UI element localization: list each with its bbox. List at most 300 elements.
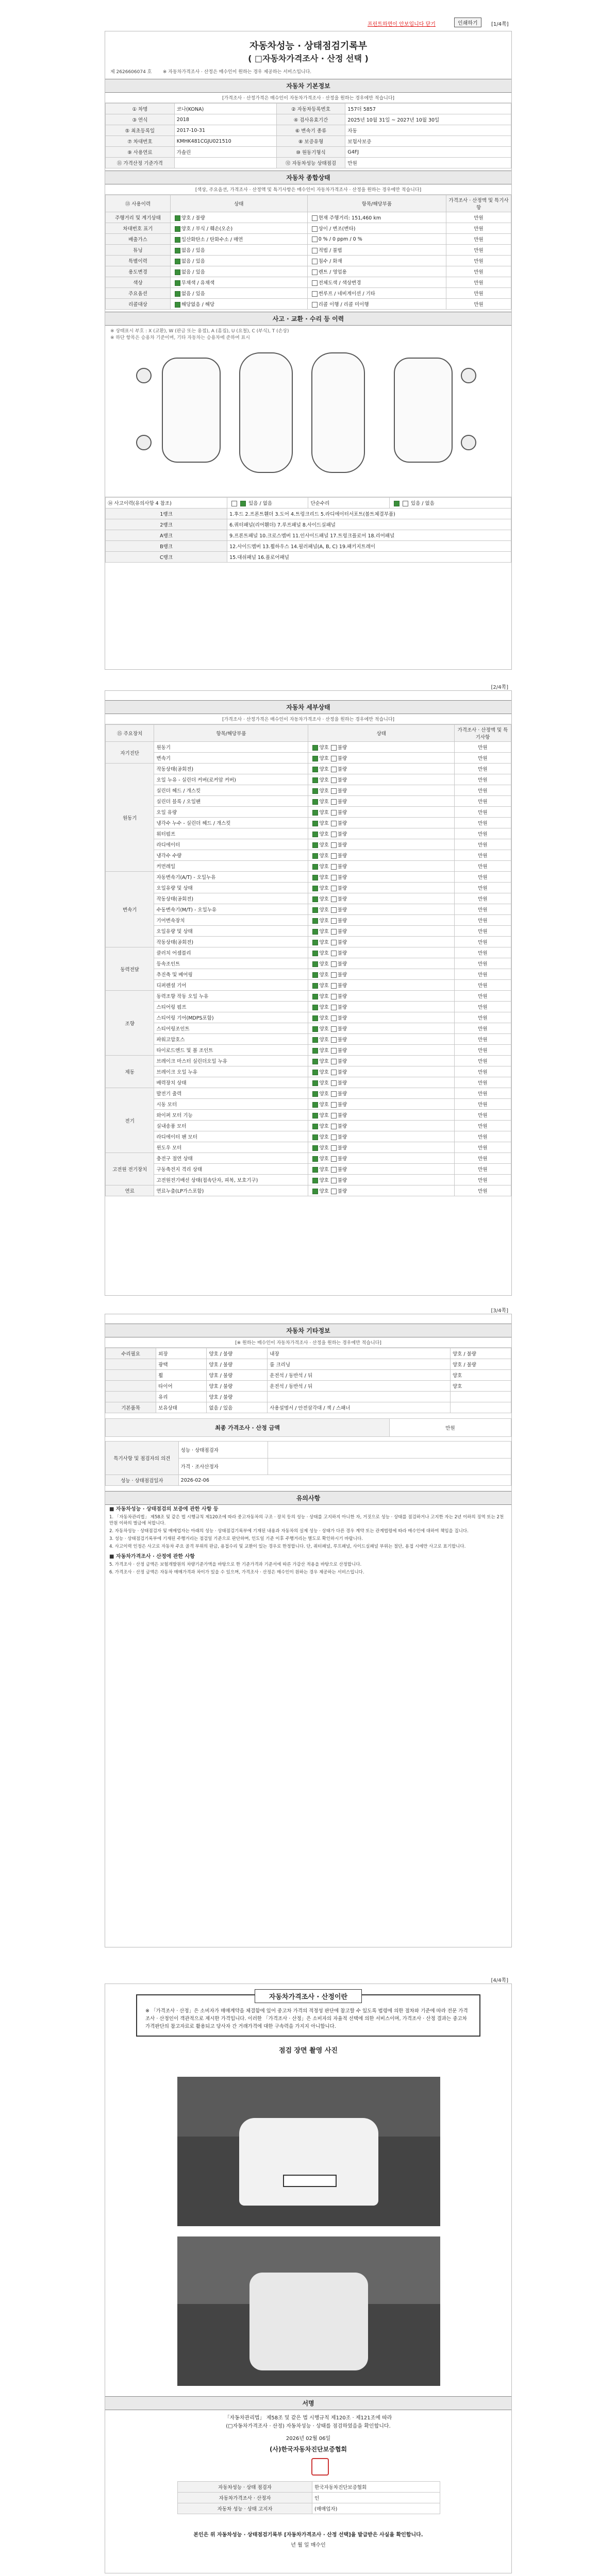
checkbox-checked[interactable] bbox=[312, 832, 318, 837]
checkbox-checked[interactable] bbox=[312, 994, 318, 999]
detail-row bbox=[106, 742, 511, 753]
device-state[interactable] bbox=[308, 926, 454, 937]
device-state[interactable] bbox=[308, 1131, 454, 1142]
other-row bbox=[106, 1348, 511, 1359]
checkbox-checked[interactable] bbox=[312, 1015, 318, 1021]
checkbox-checked[interactable] bbox=[312, 1178, 318, 1183]
device-item: 충전구 절연 상태 bbox=[154, 1153, 308, 1164]
checkbox[interactable] bbox=[331, 1124, 337, 1129]
checkbox[interactable] bbox=[331, 853, 337, 859]
checkbox[interactable] bbox=[331, 788, 337, 794]
status-price: 만원 bbox=[446, 277, 511, 288]
device-price: 만원 bbox=[454, 1066, 511, 1077]
checkbox-checked[interactable] bbox=[175, 215, 180, 221]
device-state[interactable] bbox=[308, 807, 454, 818]
device-group: 제동 bbox=[106, 1056, 154, 1088]
state-bad-label: 불량 bbox=[337, 1070, 347, 1075]
state-good-label: 양호 bbox=[319, 1070, 329, 1075]
field-label: ⑩ 원동기형식 bbox=[276, 147, 345, 158]
basic-row bbox=[106, 136, 511, 147]
rank-c-label: C랭크 bbox=[106, 552, 227, 563]
state-good-label: 양호 bbox=[319, 745, 329, 751]
device-item: 실린더 헤드 / 개스킷 bbox=[154, 785, 308, 796]
checkbox[interactable] bbox=[331, 832, 337, 837]
device-state[interactable] bbox=[308, 893, 454, 904]
device-price: 만원 bbox=[454, 1077, 511, 1088]
rank-1-label: 1랭크 bbox=[106, 509, 227, 519]
doc-note: ※ 자동차가격조사 · 산정은 매수인이 원하는 경우 제공하는 서비스입니다. bbox=[162, 70, 312, 75]
checkbox-checked[interactable] bbox=[312, 1080, 318, 1086]
checkbox-checked[interactable] bbox=[312, 1070, 318, 1075]
status-item-label: 배출가스 bbox=[106, 234, 171, 245]
detail-row bbox=[106, 893, 511, 904]
checkbox[interactable] bbox=[331, 983, 337, 989]
status-state[interactable] bbox=[170, 212, 307, 223]
device-state[interactable] bbox=[308, 1077, 454, 1088]
other-cell: 기본품목 bbox=[106, 1402, 156, 1413]
device-price: 만원 bbox=[454, 764, 511, 774]
other-cell[interactable]: 없음 / 있음 bbox=[207, 1402, 268, 1413]
device-state[interactable] bbox=[308, 1056, 454, 1066]
detail-row bbox=[106, 753, 511, 764]
notice-section-2: ■ 자동차가격조사 · 산정에 관한 사항 bbox=[109, 1554, 195, 1560]
status-item-label: 리콜대상 bbox=[106, 299, 171, 310]
checkbox-checked[interactable] bbox=[312, 1091, 318, 1097]
other-cell[interactable] bbox=[450, 1402, 511, 1413]
other-cell: 운전석 / 동반석 / 뒤 bbox=[268, 1381, 451, 1392]
device-item: 작동상태(공회전) bbox=[154, 937, 308, 947]
device-state[interactable] bbox=[308, 753, 454, 764]
device-price: 만원 bbox=[454, 1012, 511, 1023]
status-detail-label: 상이 / 변조(변타) bbox=[318, 226, 356, 232]
checkbox[interactable] bbox=[331, 767, 337, 772]
checkbox-checked[interactable] bbox=[312, 777, 318, 783]
checkbox-checked[interactable] bbox=[312, 875, 318, 880]
device-state[interactable] bbox=[308, 947, 454, 958]
checkbox-checked[interactable] bbox=[312, 1156, 318, 1162]
checkbox-checked[interactable] bbox=[312, 1167, 318, 1173]
other-cell[interactable]: 양호 / 불량 bbox=[207, 1359, 268, 1370]
device-state[interactable] bbox=[308, 1175, 454, 1185]
device-price: 만원 bbox=[454, 1034, 511, 1045]
field-value: 2025년 10월 31일 ~ 2027년 10월 30일 bbox=[345, 114, 511, 125]
checkbox[interactable] bbox=[312, 291, 318, 297]
state-bad-label: 불량 bbox=[337, 853, 347, 859]
device-state[interactable] bbox=[308, 958, 454, 969]
device-state[interactable] bbox=[308, 774, 454, 785]
other-cell[interactable]: 양호 / 불량 bbox=[207, 1348, 268, 1359]
signer-role: 자동차 성능 · 상태 고지자 bbox=[178, 2503, 312, 2514]
checkbox-checked[interactable] bbox=[312, 940, 318, 945]
detail-row bbox=[106, 764, 511, 774]
device-state[interactable] bbox=[308, 991, 454, 1002]
checkbox[interactable] bbox=[331, 842, 337, 848]
detail-row bbox=[106, 937, 511, 947]
device-state[interactable] bbox=[308, 828, 454, 839]
device-state[interactable] bbox=[308, 1110, 454, 1121]
device-state[interactable] bbox=[308, 937, 454, 947]
page-1 bbox=[105, 31, 512, 670]
checkbox-checked[interactable] bbox=[312, 907, 318, 913]
checkbox[interactable] bbox=[331, 745, 337, 751]
device-price: 만원 bbox=[454, 1153, 511, 1164]
checkbox-checked[interactable] bbox=[175, 291, 180, 297]
checkbox-checked[interactable] bbox=[312, 1102, 318, 1108]
checkbox[interactable] bbox=[331, 1015, 337, 1021]
status-state-label: 양호 / 불량 bbox=[181, 215, 205, 221]
detail-row bbox=[106, 1131, 511, 1142]
checkbox-checked[interactable] bbox=[175, 302, 180, 308]
checkbox[interactable] bbox=[331, 1080, 337, 1086]
state-bad-label: 불량 bbox=[337, 896, 347, 902]
checkbox[interactable] bbox=[331, 810, 337, 816]
device-state[interactable] bbox=[308, 904, 454, 915]
checkbox[interactable] bbox=[312, 280, 318, 286]
device-state[interactable] bbox=[308, 1121, 454, 1131]
other-cell[interactable]: 양호 / 불량 bbox=[207, 1392, 268, 1402]
status-state[interactable] bbox=[170, 266, 307, 277]
checkbox[interactable] bbox=[331, 972, 337, 978]
status-state[interactable] bbox=[170, 277, 307, 288]
checkbox-checked[interactable] bbox=[312, 1005, 318, 1010]
device-state[interactable] bbox=[308, 1066, 454, 1077]
other-cell[interactable]: 양호 / 불량 bbox=[207, 1381, 268, 1392]
device-item: 윈도우 모터 bbox=[154, 1142, 308, 1153]
checkbox[interactable] bbox=[331, 756, 337, 761]
checkbox-checked[interactable] bbox=[312, 821, 318, 826]
status-detail bbox=[307, 245, 446, 256]
inspection-date-label: 성능 · 상태점검일자 bbox=[106, 1475, 179, 1486]
checkbox-checked[interactable] bbox=[312, 918, 318, 924]
state-good-label: 양호 bbox=[319, 907, 329, 913]
checkbox[interactable] bbox=[312, 269, 318, 275]
status-detail bbox=[307, 299, 446, 310]
page-3 bbox=[105, 1308, 512, 1947]
device-state[interactable] bbox=[308, 764, 454, 774]
device-state[interactable] bbox=[308, 818, 454, 828]
device-state[interactable] bbox=[308, 1002, 454, 1012]
device-state[interactable] bbox=[308, 1153, 454, 1164]
checkbox-checked[interactable] bbox=[312, 972, 318, 978]
state-good-label: 양호 bbox=[319, 1124, 329, 1129]
device-item: 냉각수 누수 - 실린더 헤드 / 개스킷 bbox=[154, 818, 308, 828]
state-bad-label: 불량 bbox=[337, 1015, 347, 1021]
checkbox[interactable] bbox=[331, 929, 337, 935]
checkbox[interactable] bbox=[312, 259, 318, 264]
checkbox[interactable] bbox=[312, 215, 318, 221]
page-number: [1/4쪽] bbox=[491, 22, 509, 27]
field-value: 코나(KONA) bbox=[174, 104, 276, 114]
status-item-label: 튜닝 bbox=[106, 245, 171, 256]
checkbox[interactable] bbox=[331, 1167, 337, 1173]
inspector-label: 성능 · 상태점검자 bbox=[178, 1442, 268, 1459]
checkbox-checked[interactable] bbox=[175, 280, 180, 286]
state-bad-label: 불량 bbox=[337, 1113, 347, 1118]
other-cell[interactable] bbox=[450, 1392, 511, 1402]
basic-row bbox=[106, 158, 511, 168]
checkbox[interactable] bbox=[331, 896, 337, 902]
checkbox-checked[interactable] bbox=[312, 1134, 318, 1140]
wheel-icon bbox=[136, 368, 152, 383]
device-state[interactable] bbox=[308, 969, 454, 980]
device-item: 작동상태(공회전) bbox=[154, 764, 308, 774]
checkbox-checked[interactable] bbox=[312, 1124, 318, 1129]
page-2 bbox=[105, 685, 512, 1296]
status-detail bbox=[307, 288, 446, 299]
car-frame-view bbox=[311, 352, 365, 473]
other-cell[interactable]: 양호 / 불량 bbox=[207, 1370, 268, 1381]
other-cell bbox=[106, 1359, 156, 1370]
checkbox[interactable] bbox=[331, 918, 337, 924]
rank-2-parts: 6.쿼터패널(리어휀더) 7.루프패널 8.사이드실패널 bbox=[227, 519, 511, 530]
checkbox[interactable] bbox=[331, 864, 337, 870]
status-item-label: 용도변경 bbox=[106, 266, 171, 277]
device-price: 만원 bbox=[454, 958, 511, 969]
device-state[interactable] bbox=[308, 1164, 454, 1175]
device-state[interactable] bbox=[308, 1185, 454, 1196]
wheel-icon bbox=[136, 435, 152, 450]
device-state[interactable] bbox=[308, 785, 454, 796]
checkbox-checked[interactable] bbox=[175, 248, 180, 253]
state-good-label: 양호 bbox=[319, 1059, 329, 1064]
checkbox[interactable] bbox=[331, 1189, 337, 1194]
device-state[interactable] bbox=[308, 1045, 454, 1056]
device-state[interactable] bbox=[308, 839, 454, 850]
checkbox[interactable] bbox=[331, 1178, 337, 1183]
inspection-photo-rear bbox=[177, 2236, 440, 2386]
checkbox[interactable] bbox=[331, 1026, 337, 1032]
other-cell[interactable]: 양호 bbox=[450, 1370, 511, 1381]
status-state[interactable] bbox=[170, 299, 307, 310]
other-cell[interactable]: 양호 bbox=[450, 1381, 511, 1392]
checkbox[interactable] bbox=[331, 886, 337, 891]
device-state[interactable] bbox=[308, 850, 454, 861]
checkbox[interactable] bbox=[331, 1070, 337, 1075]
device-state[interactable] bbox=[308, 1099, 454, 1110]
rank-b-parts: 12.사이드멤버 13.휠하우스 14.필러패널(A, B, C) 19.패키지트레이 bbox=[227, 541, 511, 552]
checkbox[interactable] bbox=[331, 994, 337, 999]
checkbox-checked[interactable] bbox=[175, 269, 180, 275]
checkbox-checked[interactable] bbox=[312, 799, 318, 805]
checkbox[interactable] bbox=[331, 961, 337, 967]
status-state[interactable] bbox=[170, 223, 307, 234]
state-good-label: 양호 bbox=[319, 832, 329, 837]
device-state[interactable] bbox=[308, 872, 454, 883]
status-detail-label: 리콜 이행 / 리콜 미이행 bbox=[318, 302, 369, 308]
checkbox[interactable] bbox=[331, 1145, 337, 1151]
device-price: 만원 bbox=[454, 807, 511, 818]
state-good-label: 양호 bbox=[319, 929, 329, 935]
field-label: ⑧ 보증유형 bbox=[276, 136, 345, 147]
state-good-label: 양호 bbox=[319, 1167, 329, 1173]
print-button[interactable]: 인쇄하기 bbox=[454, 18, 481, 27]
device-state[interactable] bbox=[308, 1023, 454, 1034]
checkbox[interactable] bbox=[312, 248, 318, 253]
other-cell: 휠 bbox=[156, 1370, 207, 1381]
close-notice-link[interactable]: 프린트하면이 안보입니다 닫기 bbox=[368, 22, 436, 27]
checkbox[interactable] bbox=[331, 1059, 337, 1064]
checkbox[interactable] bbox=[331, 1113, 337, 1118]
checkbox[interactable] bbox=[331, 821, 337, 826]
checkbox-checked[interactable] bbox=[312, 1113, 318, 1118]
state-good-label: 양호 bbox=[319, 1102, 329, 1108]
column-header: 항목/해당부품 bbox=[307, 195, 446, 212]
device-state[interactable] bbox=[308, 742, 454, 753]
checkbox[interactable] bbox=[331, 1102, 337, 1108]
checkbox[interactable] bbox=[331, 777, 337, 783]
checkbox[interactable] bbox=[312, 302, 318, 308]
status-price: 만원 bbox=[446, 212, 511, 223]
state-good-label: 양호 bbox=[319, 799, 329, 805]
checkbox[interactable] bbox=[331, 1134, 337, 1140]
state-good-label: 양호 bbox=[319, 821, 329, 826]
page-number: [2/4쪽] bbox=[491, 685, 508, 690]
other-cell: 수리필요 bbox=[106, 1348, 156, 1359]
status-row bbox=[106, 245, 511, 256]
signer-role: 자동차성능 · 상태 점검자 bbox=[178, 2482, 312, 2493]
device-state[interactable] bbox=[308, 915, 454, 926]
other-cell: 내장 bbox=[268, 1348, 451, 1359]
status-item-label: 차대번호 표기 bbox=[106, 223, 171, 234]
status-state-label: 일산화탄소 / 탄화수소 / 매연 bbox=[181, 237, 243, 243]
state-good-label: 양호 bbox=[319, 810, 329, 816]
notice-item: 5. 가격조사 · 산정 금액은 보험개발원의 차량기준가액을 바탕으로 한 기준가격과 기준서에 따른 가감산 적용을 바탕으로 산정합니다. bbox=[109, 1562, 362, 1567]
other-row bbox=[106, 1381, 511, 1392]
status-state[interactable] bbox=[170, 245, 307, 256]
checkbox[interactable] bbox=[331, 1005, 337, 1010]
device-state[interactable] bbox=[308, 980, 454, 991]
state-bad-label: 불량 bbox=[337, 1134, 347, 1140]
detail-row bbox=[106, 1012, 511, 1023]
device-state[interactable] bbox=[308, 1012, 454, 1023]
checkbox-checked[interactable] bbox=[175, 226, 180, 232]
notice-item: 6. 가격조사 · 산정 금액은 자동차 매매가격과 차이가 있을 수 있으며, 가격조사 · 산정은 매수인이 원하는 경우 제공하는 서비스입니다. bbox=[109, 1570, 364, 1575]
detail-row bbox=[106, 818, 511, 828]
checkbox-checked[interactable] bbox=[312, 1145, 318, 1151]
checkbox-checked[interactable] bbox=[312, 788, 318, 794]
checkbox-checked[interactable] bbox=[312, 951, 318, 956]
checkbox-checked[interactable] bbox=[312, 1026, 318, 1032]
accident-heading: 사고 · 교환 · 수리 등 이력 bbox=[105, 312, 511, 326]
checkbox[interactable] bbox=[331, 1091, 337, 1097]
checkbox-checked[interactable] bbox=[312, 810, 318, 816]
state-bad-label: 불량 bbox=[337, 1167, 347, 1173]
checkbox-checked[interactable] bbox=[312, 1048, 318, 1054]
field-value: G4FJ bbox=[345, 147, 511, 158]
device-state[interactable] bbox=[308, 1088, 454, 1099]
checkbox-checked[interactable] bbox=[175, 259, 180, 264]
checkbox[interactable] bbox=[312, 226, 318, 232]
device-state[interactable] bbox=[308, 796, 454, 807]
status-detail bbox=[307, 223, 446, 234]
checkbox[interactable] bbox=[331, 951, 337, 956]
checkbox[interactable] bbox=[331, 875, 337, 880]
status-row bbox=[106, 223, 511, 234]
signature-line-2: (□자동차가격조사 · 산정) 자동차성능 · 상태를 점검하였음을 확인합니다. bbox=[226, 2424, 391, 2429]
checkbox[interactable] bbox=[331, 940, 337, 945]
signer-role: 자동차가격조사 · 산정자 bbox=[178, 2493, 312, 2503]
checkbox[interactable] bbox=[331, 1048, 337, 1054]
checkbox-checked[interactable] bbox=[312, 745, 318, 751]
checkbox-checked[interactable] bbox=[312, 961, 318, 967]
state-bad-label: 불량 bbox=[337, 961, 347, 967]
other-cell[interactable]: 양호 / 불량 bbox=[450, 1348, 511, 1359]
device-item: 자동변속기(A/T) - 오일누유 bbox=[154, 872, 308, 883]
simple-repair-value[interactable]: 있음 / 없음 bbox=[389, 498, 511, 509]
overall-status-table bbox=[105, 195, 511, 310]
checkbox-checked[interactable] bbox=[312, 983, 318, 989]
device-item: 클러치 어셈블리 bbox=[154, 947, 308, 958]
device-price: 만원 bbox=[454, 1175, 511, 1185]
checkbox-checked[interactable] bbox=[312, 1189, 318, 1194]
field-value: 157더 5857 bbox=[345, 104, 511, 114]
device-price: 만원 bbox=[454, 1023, 511, 1034]
status-detail-label: 현재 주행거리: 151,460 km bbox=[318, 215, 381, 221]
device-price: 만원 bbox=[454, 926, 511, 937]
checkbox-checked[interactable] bbox=[312, 1037, 318, 1043]
device-state[interactable] bbox=[308, 861, 454, 872]
final-price-table bbox=[105, 1418, 511, 1437]
device-state[interactable] bbox=[308, 883, 454, 893]
column-header: 가격조사 · 산정액 및 특기사항 bbox=[454, 725, 511, 742]
checkbox-checked[interactable] bbox=[312, 842, 318, 848]
checkbox-checked[interactable] bbox=[312, 864, 318, 870]
status-state[interactable] bbox=[170, 256, 307, 266]
device-item: 원동기 bbox=[154, 742, 308, 753]
car-side-left bbox=[162, 358, 221, 463]
state-good-label: 양호 bbox=[319, 1091, 329, 1097]
device-group: 고전원 전기장치 bbox=[106, 1153, 154, 1185]
checkbox-checked[interactable] bbox=[312, 756, 318, 761]
checkbox-checked[interactable] bbox=[312, 853, 318, 859]
checkbox-checked[interactable] bbox=[175, 237, 180, 243]
state-bad-label: 불량 bbox=[337, 788, 347, 794]
state-bad-label: 불량 bbox=[337, 1026, 347, 1032]
device-item: 파워고압호스 bbox=[154, 1034, 308, 1045]
other-cell[interactable]: 양호 / 불량 bbox=[450, 1359, 511, 1370]
other-cell: 광택 bbox=[156, 1359, 207, 1370]
checkbox-checked[interactable] bbox=[312, 886, 318, 891]
checkbox[interactable] bbox=[331, 799, 337, 805]
checkbox-checked[interactable] bbox=[312, 929, 318, 935]
device-state[interactable] bbox=[308, 1034, 454, 1045]
device-price: 만원 bbox=[454, 904, 511, 915]
accident-history-value[interactable]: 있음 / 없음 bbox=[227, 498, 308, 509]
status-state[interactable] bbox=[170, 288, 307, 299]
state-bad-label: 불량 bbox=[337, 1037, 347, 1043]
detail-row bbox=[106, 1153, 511, 1164]
checkbox[interactable] bbox=[331, 907, 337, 913]
checkbox[interactable] bbox=[331, 1037, 337, 1043]
page-number: [3/4쪽] bbox=[491, 1308, 508, 1314]
checkbox-checked[interactable] bbox=[312, 1059, 318, 1064]
state-good-label: 양호 bbox=[319, 1015, 329, 1021]
device-price: 만원 bbox=[454, 1099, 511, 1110]
detail-row bbox=[106, 904, 511, 915]
state-good-label: 양호 bbox=[319, 994, 329, 999]
checkbox[interactable] bbox=[312, 236, 318, 242]
state-bad-label: 불량 bbox=[337, 1124, 347, 1129]
device-group: 전기 bbox=[106, 1088, 154, 1153]
state-bad-label: 불량 bbox=[337, 1102, 347, 1108]
checkbox[interactable] bbox=[331, 1156, 337, 1162]
status-state[interactable] bbox=[170, 234, 307, 245]
state-bad-label: 불량 bbox=[337, 940, 347, 945]
checkbox-checked[interactable] bbox=[312, 767, 318, 772]
field-label: ⑥ 변속기 종류 bbox=[276, 125, 345, 136]
device-state[interactable] bbox=[308, 1142, 454, 1153]
checkbox-checked[interactable] bbox=[312, 896, 318, 902]
